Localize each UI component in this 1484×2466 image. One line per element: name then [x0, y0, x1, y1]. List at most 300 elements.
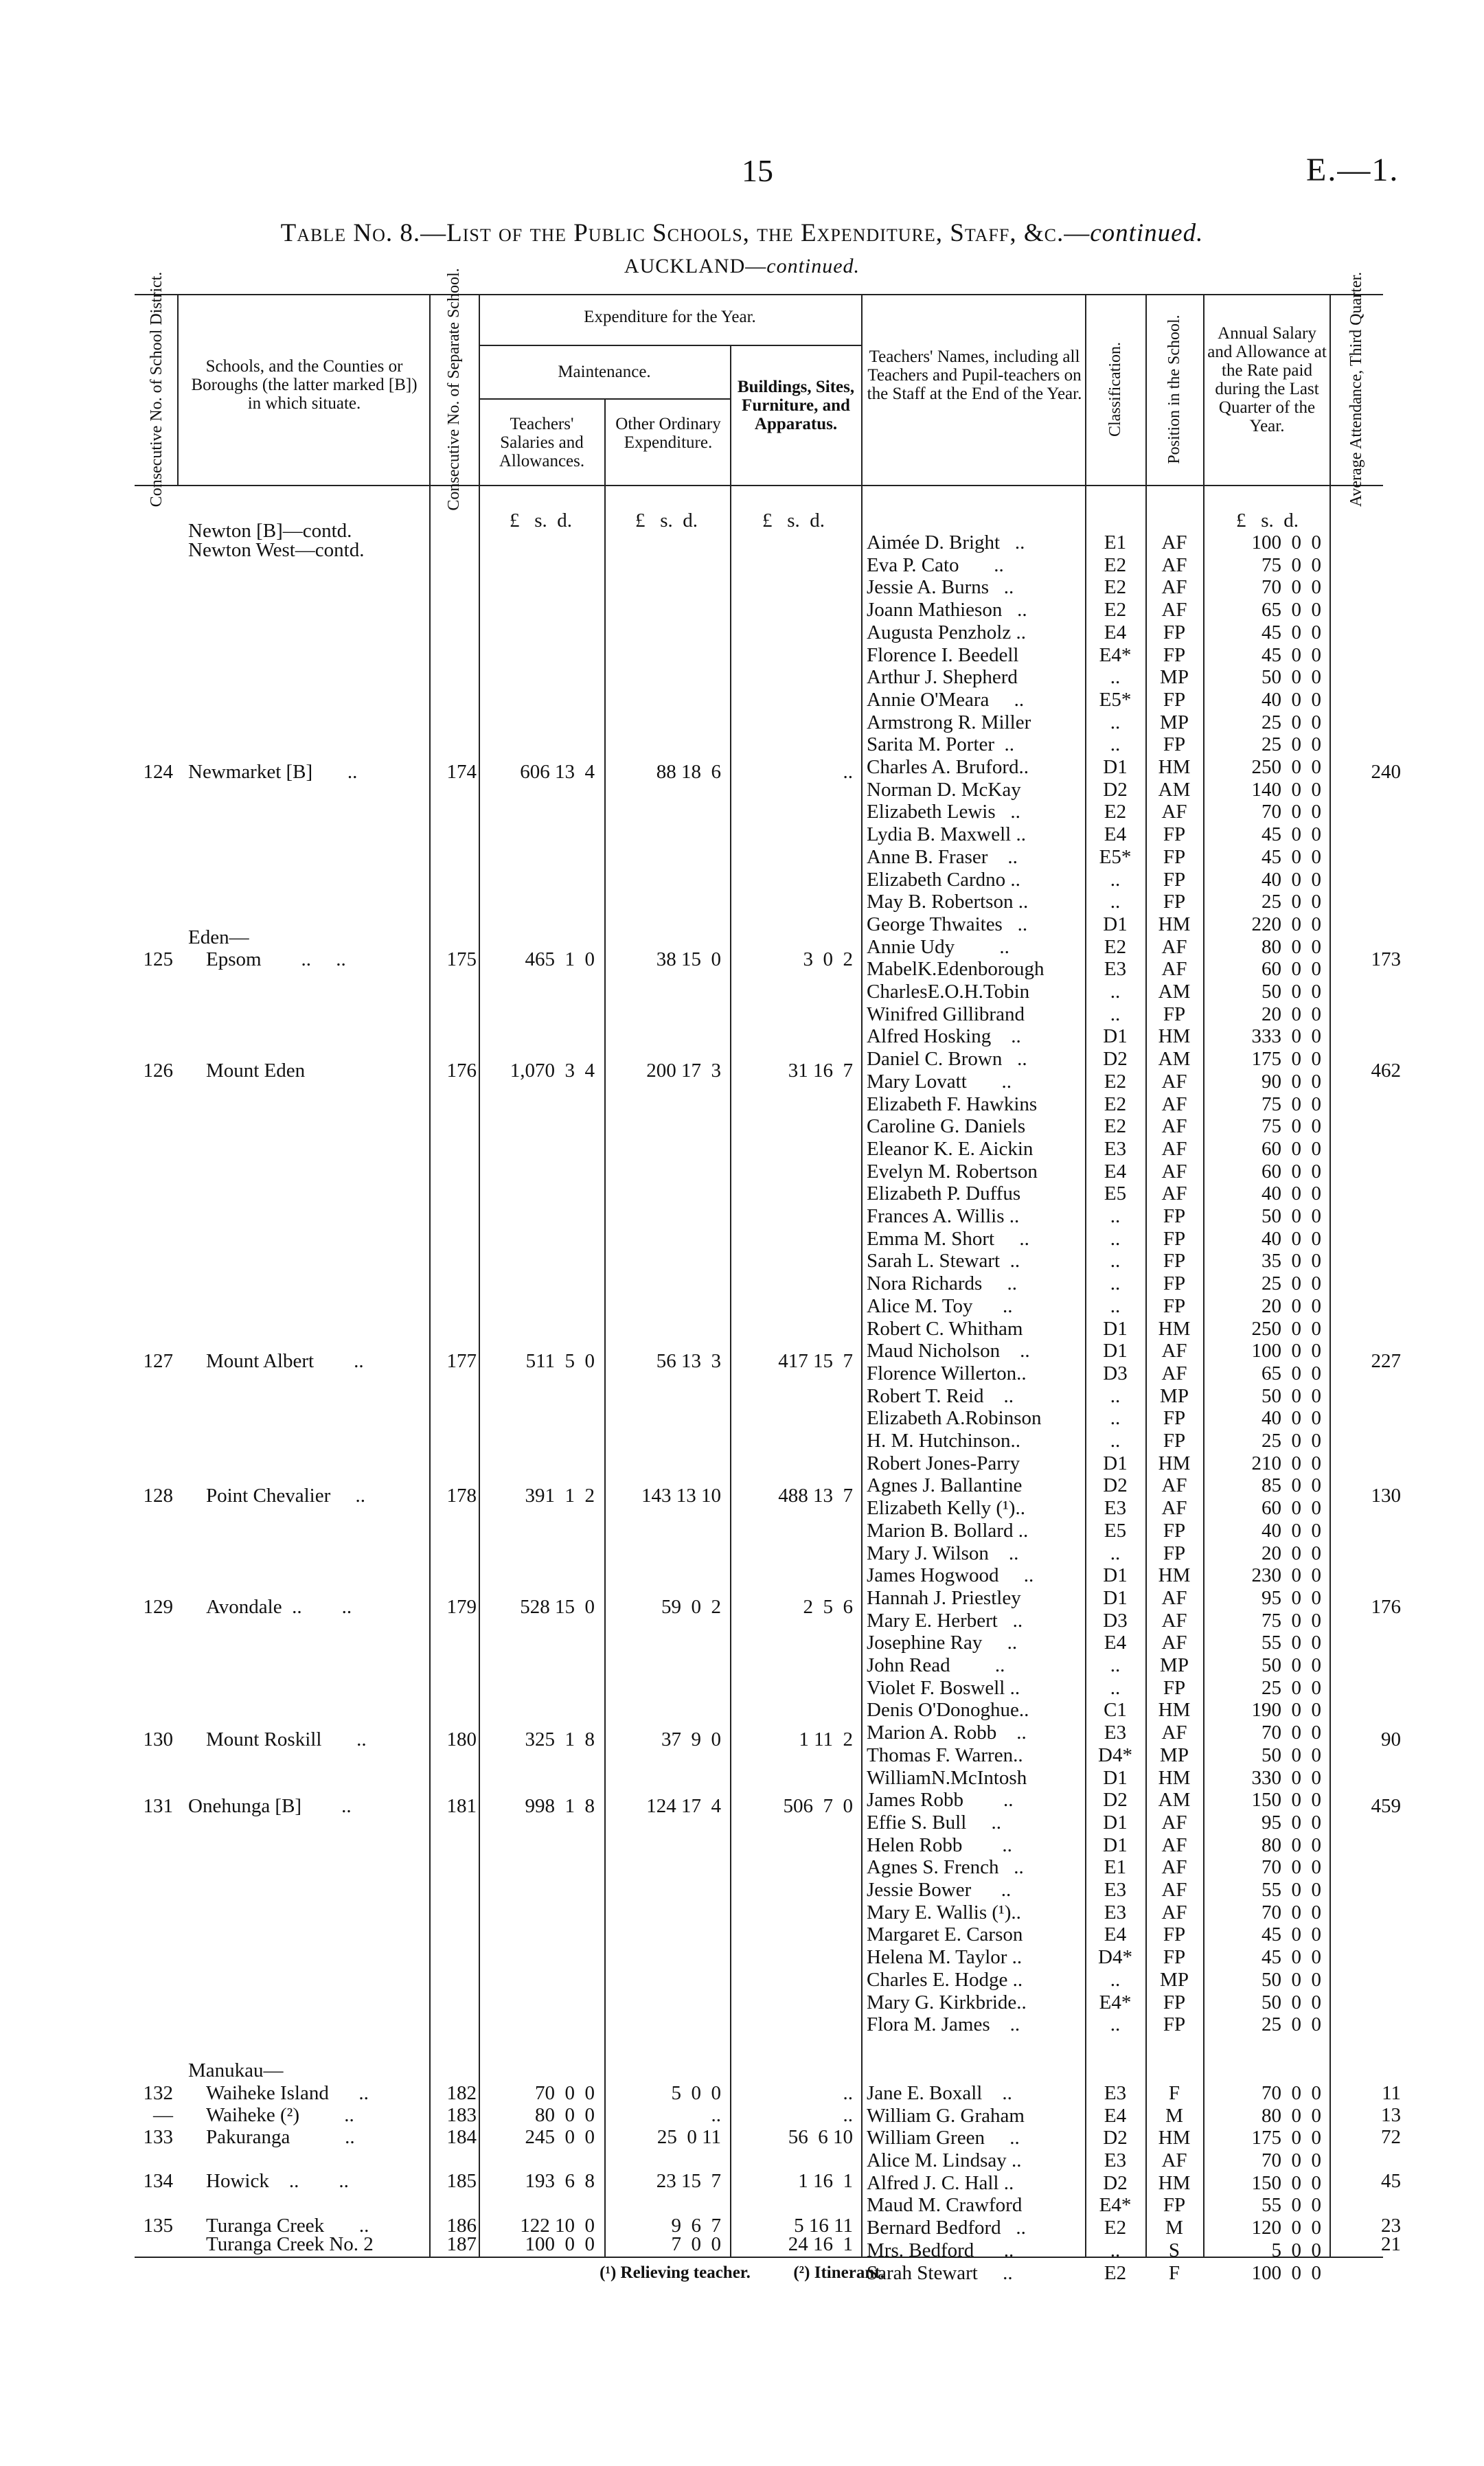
teacher-annual-salary: 95 0 0 [1262, 1812, 1321, 1834]
teacher-position: HM [1158, 913, 1191, 935]
teacher-position: FP [1163, 1520, 1186, 1542]
teacher-annual-salary: 45 0 0 [1262, 1946, 1321, 1968]
attendance-value: 23 [1381, 2215, 1401, 2237]
header-other-expenditure: Other Ordinary Expenditure. [615, 415, 721, 452]
teacher-name: Lydia B. Maxwell .. [867, 823, 1026, 845]
teacher-annual-salary: 70 0 0 [1262, 2149, 1321, 2171]
other-expenditure-value: 5 0 0 [671, 2082, 721, 2104]
other-expenditure-value: 7 0 0 [671, 2233, 721, 2255]
teacher-classification: D1 [1103, 1340, 1128, 1362]
teacher-annual-salary: 45 0 0 [1262, 1923, 1321, 1945]
teacher-position: FP [1163, 689, 1186, 711]
school-district-no: 132 [143, 2082, 173, 2104]
shillings-label: s. [534, 510, 547, 532]
teacher-classification: E1 [1104, 1856, 1127, 1878]
teacher-annual-salary: 150 0 0 [1251, 2172, 1321, 2194]
teacher-position: AF [1161, 2149, 1187, 2171]
teachers-salaries-value: 193 6 8 [525, 2170, 595, 2192]
teacher-name: Eleanor K. E. Aickin [867, 1138, 1034, 1160]
school-district-no: 134 [143, 2170, 173, 2192]
teacher-position: F [1168, 2082, 1180, 2104]
teacher-annual-salary: 40 0 0 [1262, 1407, 1321, 1429]
teacher-annual-salary: 50 0 0 [1262, 1385, 1321, 1407]
pounds-sign: £ [635, 510, 646, 532]
teachers-salaries-value: 511 5 0 [525, 1350, 595, 1372]
teacher-annual-salary: 80 0 0 [1262, 2105, 1321, 2127]
teachers-salaries-value: 325 1 8 [525, 1728, 595, 1750]
teacher-classification: .. [1110, 1969, 1121, 1991]
header-maintenance: Maintenance. [558, 363, 651, 381]
teacher-position: AF [1161, 554, 1187, 576]
teacher-position: FP [1163, 644, 1186, 666]
school-name: Pakuranga .. [206, 2126, 355, 2148]
teachers-salaries-value: 122 10 0 [520, 2215, 595, 2237]
teacher-name: Helen Robb .. [867, 1834, 1012, 1856]
teacher-name: James Hogwood .. [867, 1564, 1034, 1586]
teacher-position: FP [1163, 1205, 1186, 1227]
other-expenditure-value: 37 9 0 [661, 1728, 721, 1750]
teacher-classification: D1 [1103, 1318, 1128, 1340]
teacher-annual-salary: 100 0 0 [1251, 1340, 1321, 1362]
teacher-name: Nora Richards .. [867, 1272, 1018, 1294]
teacher-annual-salary: 50 0 0 [1262, 1991, 1321, 2013]
teacher-name: Elizabeth P. Duffus [867, 1183, 1021, 1205]
teacher-position: AF [1161, 1834, 1187, 1856]
teacher-classification: E4 [1104, 621, 1127, 643]
teacher-name: William G. Graham [867, 2105, 1025, 2127]
district-continued: continued. [766, 255, 860, 277]
teacher-name: CharlesE.O.H.Tobin [867, 981, 1030, 1003]
teacher-classification: E2 [1104, 936, 1127, 958]
teacher-position: FP [1163, 1295, 1186, 1317]
teacher-position: AF [1161, 1138, 1187, 1160]
separate-school-no: 183 [446, 2104, 477, 2126]
header-consec-district: Consecutive No. of School District. [148, 271, 165, 507]
teacher-classification: .. [1110, 1272, 1121, 1294]
school-district-no: — [153, 2104, 173, 2126]
document-code: E.—1. [1306, 152, 1400, 188]
teacher-name: Jane E. Boxall .. [867, 2082, 1012, 2104]
other-expenditure-value: 56 13 3 [656, 1350, 721, 1372]
teacher-name: Maud M. Crawford [867, 2194, 1023, 2216]
school-name: Howick .. .. [206, 2170, 349, 2192]
teacher-name: Norman D. McKay [867, 779, 1021, 801]
table-title [0, 218, 1484, 248]
teacher-position: FP [1163, 733, 1186, 755]
teacher-classification: E2 [1104, 1093, 1127, 1115]
teacher-position: FP [1163, 1407, 1186, 1429]
teachers-salaries-value: 998 1 8 [525, 1795, 595, 1817]
teacher-position: MP [1160, 1654, 1189, 1676]
teacher-position: AF [1161, 1474, 1187, 1496]
teacher-annual-salary: 20 0 0 [1262, 1003, 1321, 1025]
teacher-position: HM [1158, 756, 1191, 778]
school-name: Avondale .. .. [206, 1596, 352, 1618]
school-district-no: 131 [143, 1795, 173, 1817]
teacher-position: FP [1163, 1946, 1186, 1968]
separate-school-no: 174 [446, 761, 477, 783]
teacher-annual-salary: 5 0 0 [1271, 2239, 1321, 2261]
teacher-classification: E3 [1104, 1497, 1127, 1519]
school-district-no: 128 [143, 1485, 173, 1507]
teacher-classification: C1 [1104, 1699, 1127, 1721]
teacher-annual-salary: 70 0 0 [1262, 1856, 1321, 1878]
teacher-classification: D4* [1098, 1946, 1132, 1968]
teacher-name: Effie S. Bull .. [867, 1812, 1002, 1834]
teacher-position: AF [1161, 1093, 1187, 1115]
teacher-name: Elizabeth Lewis .. [867, 801, 1020, 823]
teacher-annual-salary: 55 0 0 [1262, 1879, 1321, 1901]
school-district-no: 127 [143, 1350, 173, 1372]
teacher-classification: E4 [1104, 823, 1127, 845]
teacher-name: Sarita M. Porter .. [867, 733, 1015, 755]
school-name: Manukau— [188, 2059, 284, 2081]
teacher-annual-salary: 70 0 0 [1262, 801, 1321, 823]
teacher-annual-salary: 50 0 0 [1262, 666, 1321, 688]
teacher-position: FP [1163, 869, 1186, 891]
teacher-position: HM [1158, 1318, 1191, 1340]
attendance-value: 227 [1371, 1350, 1401, 1372]
teacher-classification: E3 [1104, 2149, 1127, 2171]
school-name: Newton West—contd. [188, 539, 365, 561]
teacher-annual-salary: 60 0 0 [1262, 1161, 1321, 1183]
teacher-annual-salary: 35 0 0 [1262, 1250, 1321, 1272]
teacher-name: Caroline G. Daniels [867, 1115, 1026, 1137]
other-expenditure-value: 23 15 7 [656, 2170, 721, 2192]
teacher-position: AF [1161, 1071, 1187, 1093]
teacher-classification: E3 [1104, 2082, 1127, 2104]
teacher-name: Jessie A. Burns .. [867, 576, 1014, 598]
other-expenditure-value: 59 0 2 [661, 1596, 721, 1618]
teacher-classification: E2 [1104, 1071, 1127, 1093]
teacher-position: FP [1163, 1003, 1186, 1025]
teacher-classification: D4* [1098, 1744, 1132, 1766]
buildings-value: 31 16 7 [788, 1060, 853, 1082]
teacher-annual-salary: 80 0 0 [1262, 1834, 1321, 1856]
teacher-classification: D1 [1103, 1025, 1128, 1047]
teacher-position: MP [1160, 1385, 1189, 1407]
teacher-classification: E3 [1104, 1722, 1127, 1744]
teacher-name: Mary J. Wilson .. [867, 1542, 1019, 1564]
teacher-classification: D1 [1103, 1452, 1128, 1474]
teacher-classification: .. [1110, 1003, 1121, 1025]
teacher-name: Florence Willerton.. [867, 1362, 1027, 1384]
teacher-annual-salary: 220 0 0 [1251, 913, 1321, 935]
salary-currency [510, 510, 572, 532]
separate-school-no: 178 [446, 1485, 477, 1507]
teacher-position: AF [1161, 958, 1187, 980]
teacher-classification: E2 [1104, 576, 1127, 598]
other-expenditure-value: 9 6 7 [671, 2215, 721, 2237]
teacher-annual-salary: 190 0 0 [1251, 1699, 1321, 1721]
separate-school-no: 181 [446, 1795, 477, 1817]
teacher-position: AM [1158, 981, 1191, 1003]
teacher-annual-salary: 70 0 0 [1262, 576, 1321, 598]
teacher-name: Bernard Bedford .. [867, 2217, 1026, 2239]
teacher-name: Annie Udy .. [867, 936, 1009, 958]
teacher-name: Charles E. Hodge .. [867, 1969, 1023, 1991]
teachers-salaries-value: 528 15 0 [520, 1596, 595, 1618]
teacher-position: HM [1158, 1564, 1191, 1586]
teacher-annual-salary: 45 0 0 [1262, 644, 1321, 666]
teacher-classification: .. [1110, 1407, 1121, 1429]
teacher-position: FP [1163, 823, 1186, 845]
teachers-salaries-value: 391 1 2 [525, 1485, 595, 1507]
teacher-position: AF [1161, 1856, 1187, 1878]
teacher-position: AF [1161, 1362, 1187, 1384]
teacher-classification: .. [1110, 1677, 1121, 1699]
separate-school-no: 186 [446, 2215, 477, 2237]
teacher-classification: E5 [1104, 1183, 1127, 1205]
teacher-name: Annie O'Meara .. [867, 689, 1025, 711]
school-name: Point Chevalier .. [206, 1485, 365, 1507]
header-expenditure: Expenditure for the Year. [584, 308, 756, 326]
teacher-annual-salary: 25 0 0 [1262, 891, 1321, 913]
teacher-annual-salary: 40 0 0 [1262, 689, 1321, 711]
teacher-position: AF [1161, 1722, 1187, 1744]
shillings-label: s. [1261, 510, 1274, 532]
teacher-classification: D2 [1103, 2127, 1128, 2149]
teacher-name: Alfred J. C. Hall .. [867, 2172, 1014, 2194]
other-currency [635, 510, 698, 532]
teacher-classification: E1 [1104, 532, 1127, 553]
attendance-value: 459 [1371, 1795, 1401, 1817]
teacher-annual-salary: 95 0 0 [1262, 1587, 1321, 1609]
shillings-label: s. [787, 510, 800, 532]
teacher-name: Agnes S. French .. [867, 1856, 1024, 1878]
school-district-no: 126 [143, 1060, 173, 1082]
teacher-classification: E2 [1104, 801, 1127, 823]
teacher-classification: E2 [1104, 554, 1127, 576]
header-consec-separate: Consecutive No. of Separate School. [445, 268, 463, 511]
header-buildings: Buildings, Sites, Furniture, and Apparatus. [737, 378, 855, 433]
teacher-classification: D2 [1103, 779, 1128, 801]
teacher-position: AF [1161, 1115, 1187, 1137]
teacher-annual-salary: 50 0 0 [1262, 1744, 1321, 1766]
separate-school-no: 179 [446, 1596, 477, 1618]
teacher-classification: .. [1110, 1228, 1121, 1250]
teacher-position: AF [1161, 1632, 1187, 1654]
teacher-annual-salary: 333 0 0 [1251, 1025, 1321, 1047]
teacher-position: AF [1161, 1812, 1187, 1834]
teacher-annual-salary: 120 0 0 [1251, 2217, 1321, 2239]
teacher-classification: .. [1110, 733, 1121, 755]
teacher-annual-salary: 100 0 0 [1251, 532, 1321, 553]
teacher-annual-salary: 75 0 0 [1262, 1093, 1321, 1115]
teacher-name: Sarah L. Stewart .. [867, 1250, 1020, 1272]
buildings-value: .. [843, 2082, 853, 2104]
other-expenditure-value: 124 17 4 [646, 1795, 721, 1817]
teacher-classification: .. [1110, 1430, 1121, 1452]
teacher-classification: .. [1110, 981, 1121, 1003]
teacher-name: Flora M. James .. [867, 2013, 1020, 2035]
teacher-position: FP [1163, 1542, 1186, 1564]
teacher-classification: E3 [1104, 1879, 1127, 1901]
buildings-value: 24 16 1 [788, 2233, 853, 2255]
teacher-name: Alice M. Toy .. [867, 1295, 1013, 1317]
teacher-position: F [1168, 2262, 1180, 2284]
other-expenditure-value: 25 0 11 [657, 2126, 721, 2148]
teacher-classification: E4* [1099, 1991, 1132, 2013]
teacher-annual-salary: 75 0 0 [1262, 1610, 1321, 1632]
expenditure-rule [479, 345, 861, 346]
teacher-classification: D1 [1103, 1834, 1128, 1856]
teacher-position: FP [1163, 846, 1186, 868]
teacher-position: AF [1161, 1879, 1187, 1901]
school-name: Eden— [188, 926, 249, 948]
pence-label: d. [810, 510, 825, 532]
teacher-position: AF [1161, 1161, 1187, 1183]
teacher-classification: D2 [1103, 1474, 1128, 1496]
district-name: AUCKLAND— [624, 255, 767, 277]
teacher-name: Evelyn M. Robertson [867, 1161, 1038, 1183]
teacher-name: Marion B. Bollard .. [867, 1520, 1029, 1542]
separate-school-no: 184 [446, 2126, 477, 2148]
teacher-name: Elizabeth Cardno .. [867, 869, 1020, 891]
teacher-name: Marion A. Robb .. [867, 1722, 1027, 1744]
buildings-value: 5 16 11 [794, 2215, 853, 2237]
school-district-no: 129 [143, 1596, 173, 1618]
col-rule-3 [479, 294, 480, 2258]
page-number: 15 [742, 153, 773, 188]
header-teachers-names: Teachers' Names, including all Teachers and Pupil-teachers on the Staff at the End of the Year. [867, 347, 1082, 403]
teacher-annual-salary: 50 0 0 [1262, 1205, 1321, 1227]
buildings-value: 3 0 2 [803, 948, 853, 970]
col-rule-10 [1329, 294, 1331, 2258]
header-schools: Schools, and the Counties or Boroughs (the latter marked [B]) in which situate. [191, 357, 418, 413]
teacher-classification: E2 [1104, 2262, 1127, 2284]
teacher-name: Florence I. Beedell [867, 644, 1019, 666]
teacher-annual-salary: 40 0 0 [1262, 869, 1321, 891]
other-expenditure-value: 143 13 10 [641, 1485, 721, 1507]
teacher-name: William Green .. [867, 2127, 1020, 2149]
header-classification: Classification. [1106, 342, 1124, 437]
teacher-annual-salary: 250 0 0 [1251, 1318, 1321, 1340]
col-rule-9 [1203, 294, 1205, 2258]
teacher-position: FP [1163, 1923, 1186, 1945]
teacher-annual-salary: 80 0 0 [1262, 936, 1321, 958]
teacher-name: Anne B. Fraser .. [867, 846, 1018, 868]
attendance-value: 45 [1381, 2170, 1401, 2192]
teacher-name: Alfred Hosking .. [867, 1025, 1021, 1047]
header-bottom-rule [135, 485, 1383, 486]
teacher-position: FP [1163, 1991, 1186, 2013]
teacher-position: HM [1158, 2172, 1191, 2194]
teacher-position: AF [1161, 1902, 1187, 1923]
teacher-classification: D1 [1103, 1767, 1128, 1789]
teacher-position: FP [1163, 2013, 1186, 2035]
teacher-position: HM [1158, 1699, 1191, 1721]
teacher-annual-salary: 25 0 0 [1262, 733, 1321, 755]
teacher-position: FP [1163, 1228, 1186, 1250]
shillings-label: s. [660, 510, 673, 532]
teacher-annual-salary: 75 0 0 [1262, 554, 1321, 576]
col-rule-1 [177, 294, 179, 486]
teacher-annual-salary: 25 0 0 [1262, 1677, 1321, 1699]
teacher-annual-salary: 140 0 0 [1251, 779, 1321, 801]
school-name: Mount Eden [206, 1060, 306, 1082]
col-rule-2 [429, 294, 431, 2258]
table-subtitle [0, 255, 1484, 278]
teacher-annual-salary: 40 0 0 [1262, 1228, 1321, 1250]
teacher-position: FP [1163, 2194, 1186, 2216]
header-annual-salary: Annual Salary and Allowance at the Rate paid during the Last Quarter of the Year. [1207, 324, 1327, 435]
teacher-classification: D1 [1103, 1812, 1128, 1834]
teacher-classification: .. [1110, 711, 1121, 733]
teacher-position: M [1165, 2105, 1183, 2127]
teacher-classification: D1 [1103, 756, 1128, 778]
teacher-classification: .. [1110, 1250, 1121, 1272]
teacher-name: Robert T. Reid .. [867, 1385, 1014, 1407]
separate-school-no: 182 [446, 2082, 477, 2104]
buildings-value: 1 16 1 [798, 2170, 853, 2192]
buildings-value: 488 13 7 [778, 1485, 853, 1507]
school-district-no: 133 [143, 2126, 173, 2148]
teacher-name: Alice M. Lindsay .. [867, 2149, 1022, 2171]
teacher-name: Jessie Bower .. [867, 1879, 1012, 1901]
teacher-name: Mary E. Herbert .. [867, 1610, 1023, 1632]
school-district-no: 124 [143, 761, 173, 783]
teacher-annual-salary: 60 0 0 [1262, 1138, 1321, 1160]
separate-school-no: 177 [446, 1350, 477, 1372]
teacher-name: Margaret E. Carson [867, 1923, 1023, 1945]
teacher-name: Charles A. Bruford.. [867, 756, 1029, 778]
teacher-classification: D2 [1103, 1048, 1128, 1070]
teacher-position: AM [1158, 1789, 1191, 1811]
teacher-name: Mrs. Bedford .. [867, 2239, 1014, 2261]
teacher-classification: E5 [1104, 1520, 1127, 1542]
teacher-name: Sarah Stewart .. [867, 2262, 1013, 2284]
teacher-position: MP [1160, 1744, 1189, 1766]
teacher-position: AF [1161, 599, 1187, 621]
teacher-classification: E2 [1104, 1115, 1127, 1137]
teacher-annual-salary: 55 0 0 [1262, 1632, 1321, 1654]
pounds-sign: £ [762, 510, 773, 532]
teacher-classification: E2 [1104, 599, 1127, 621]
buildings-value: .. [843, 761, 853, 783]
other-expenditure-value: 38 15 0 [656, 948, 721, 970]
teacher-classification: E3 [1104, 1138, 1127, 1160]
attendance-value: 130 [1371, 1485, 1401, 1507]
teacher-position: AF [1161, 801, 1187, 823]
other-expenditure-value: .. [711, 2104, 721, 2126]
teacher-classification: D1 [1103, 1587, 1128, 1609]
teacher-annual-salary: 60 0 0 [1262, 1497, 1321, 1519]
teachers-salaries-value: 465 1 0 [525, 948, 595, 970]
school-name: Onehunga [B] .. [188, 1795, 352, 1817]
teacher-annual-salary: 70 0 0 [1262, 2082, 1321, 2104]
teacher-position: AF [1161, 936, 1187, 958]
teacher-position: FP [1163, 1272, 1186, 1294]
teacher-annual-salary: 100 0 0 [1251, 2262, 1321, 2284]
teacher-annual-salary: 25 0 0 [1262, 2013, 1321, 2035]
teacher-position: M [1165, 2217, 1183, 2239]
teachers-salaries-value: 70 0 0 [535, 2082, 595, 2104]
attendance-value: 13 [1381, 2104, 1401, 2126]
col-rule-7 [1085, 294, 1086, 2258]
teacher-name: WilliamN.McIntosh [867, 1767, 1027, 1789]
pence-label: d. [683, 510, 698, 532]
header-position: Position in the School. [1165, 315, 1183, 464]
teacher-position: S [1168, 2239, 1180, 2261]
teacher-classification: E5* [1099, 689, 1132, 711]
teacher-name: Agnes J. Ballantine [867, 1474, 1023, 1496]
teacher-classification: .. [1110, 1205, 1121, 1227]
teacher-annual-salary: 175 0 0 [1251, 2127, 1321, 2149]
teacher-classification: E2 [1104, 2217, 1127, 2239]
teacher-classification: E4* [1099, 644, 1132, 666]
school-name: Turanga Creek .. [206, 2215, 369, 2237]
